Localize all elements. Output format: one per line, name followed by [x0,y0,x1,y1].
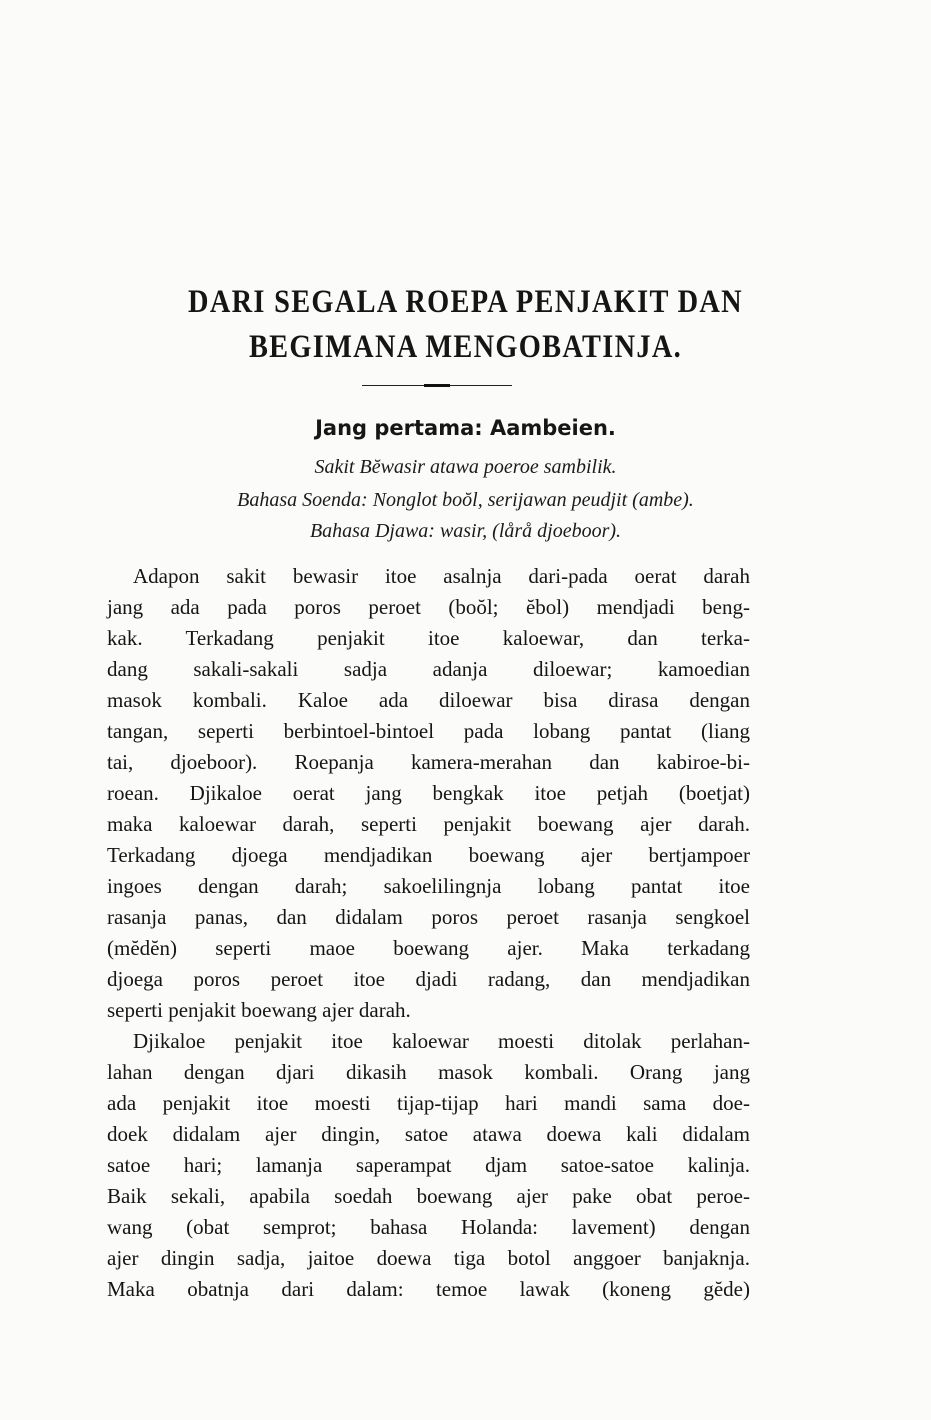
text-line: satoe hari; lamanja saperampat djam satoe-satoe kalinja. [107,1153,750,1177]
text-line: doek didalam ajer dingin, satoe atawa doewa kali didalam [107,1122,750,1146]
text-line: Terkadang djoega mendjadikan boewang ajer bertjampoer [107,843,750,867]
text-line: Baik sekali, apabila soedah boewang ajer pake obat peroe- [107,1184,750,1208]
text-line: lahan dengan djari dikasih masok kombali. Orang jang [107,1060,750,1084]
text-line: tai, djoeboor). Roepanja kamera-merahan dan kabiroe-bi- [107,750,750,774]
body-text [107,561,750,1305]
text-line: kak. Terkadang penjakit itoe kaloewar, dan terka- [107,626,750,650]
text-line: Djikaloe penjakit itoe kaloewar moesti ditolak perlahan- [133,1029,750,1053]
paragraph-2 [107,1026,750,1305]
paragraph-1 [107,561,750,1026]
text-line: masok kombali. Kaloe ada diloewar bisa dirasa dengan [107,688,750,712]
text-line: ajer dingin sadja, jaitoe doewa tiga botol anggoer banjaknja. [107,1246,750,1270]
divider-center-bar [424,384,450,387]
subtitle-sundanese-name: Bahasa Soenda: Nonglot boŏl, serijawan peudjit (ambe). [237,489,694,511]
text-line: maka kaloewar darah, seperti penjakit boewang ajer darah. [107,812,750,836]
text-line: ada penjakit itoe moesti tijap-tijap hari mandi sama doe- [107,1091,750,1115]
subtitle-malay-name: Sakit Bĕwasir atawa poeroe sambilik. [314,456,617,478]
text-line: Adapon sakit bewasir itoe asalnja dari-pada oerat darah [133,564,750,588]
text-line: (mĕdĕn) seperti maoe boewang ajer. Maka terkadang [107,936,750,960]
section-heading: Jang pertama: Aambeien. [315,416,616,440]
text-line: tangan, seperti berbintoel-bintoel pada lobang pantat (liang [107,719,750,743]
text-line: seperti penjakit boewang ajer darah. [107,998,411,1022]
text-line: wang (obat semprot; bahasa Holanda: lavement) dengan [107,1215,750,1239]
subtitle-javanese-name: Bahasa Djawa: wasir, (lårå djoeboor). [309,520,622,542]
text-line: roean. Djikaloe oerat jang bengkak itoe petjah (boetjat) [107,781,750,805]
chapter-title-line-2: BEGIMANA MENGOBATINJA. [248,329,683,365]
text-line: dang sakali-sakali sadja adanja diloewar; kamoedian [107,657,750,681]
text-line: Maka obatnja dari dalam: temoe lawak (koneng gĕde) [107,1277,750,1301]
chapter-title-line-1: DARI SEGALA ROEPA PENJAKIT DAN [188,284,743,320]
text-line: ingoes dengan darah; sakoelilingnja lobang pantat itoe [107,874,750,898]
text-line: rasanja panas, dan didalam poros peroet rasanja sengkoel [107,905,750,929]
ornamental-divider [362,384,512,387]
text-line: djoega poros peroet itoe djadi radang, dan mendjadikan [107,967,750,991]
text-line: jang ada pada poros peroet (boŏl; ĕbol) mendjadi beng- [107,595,750,619]
